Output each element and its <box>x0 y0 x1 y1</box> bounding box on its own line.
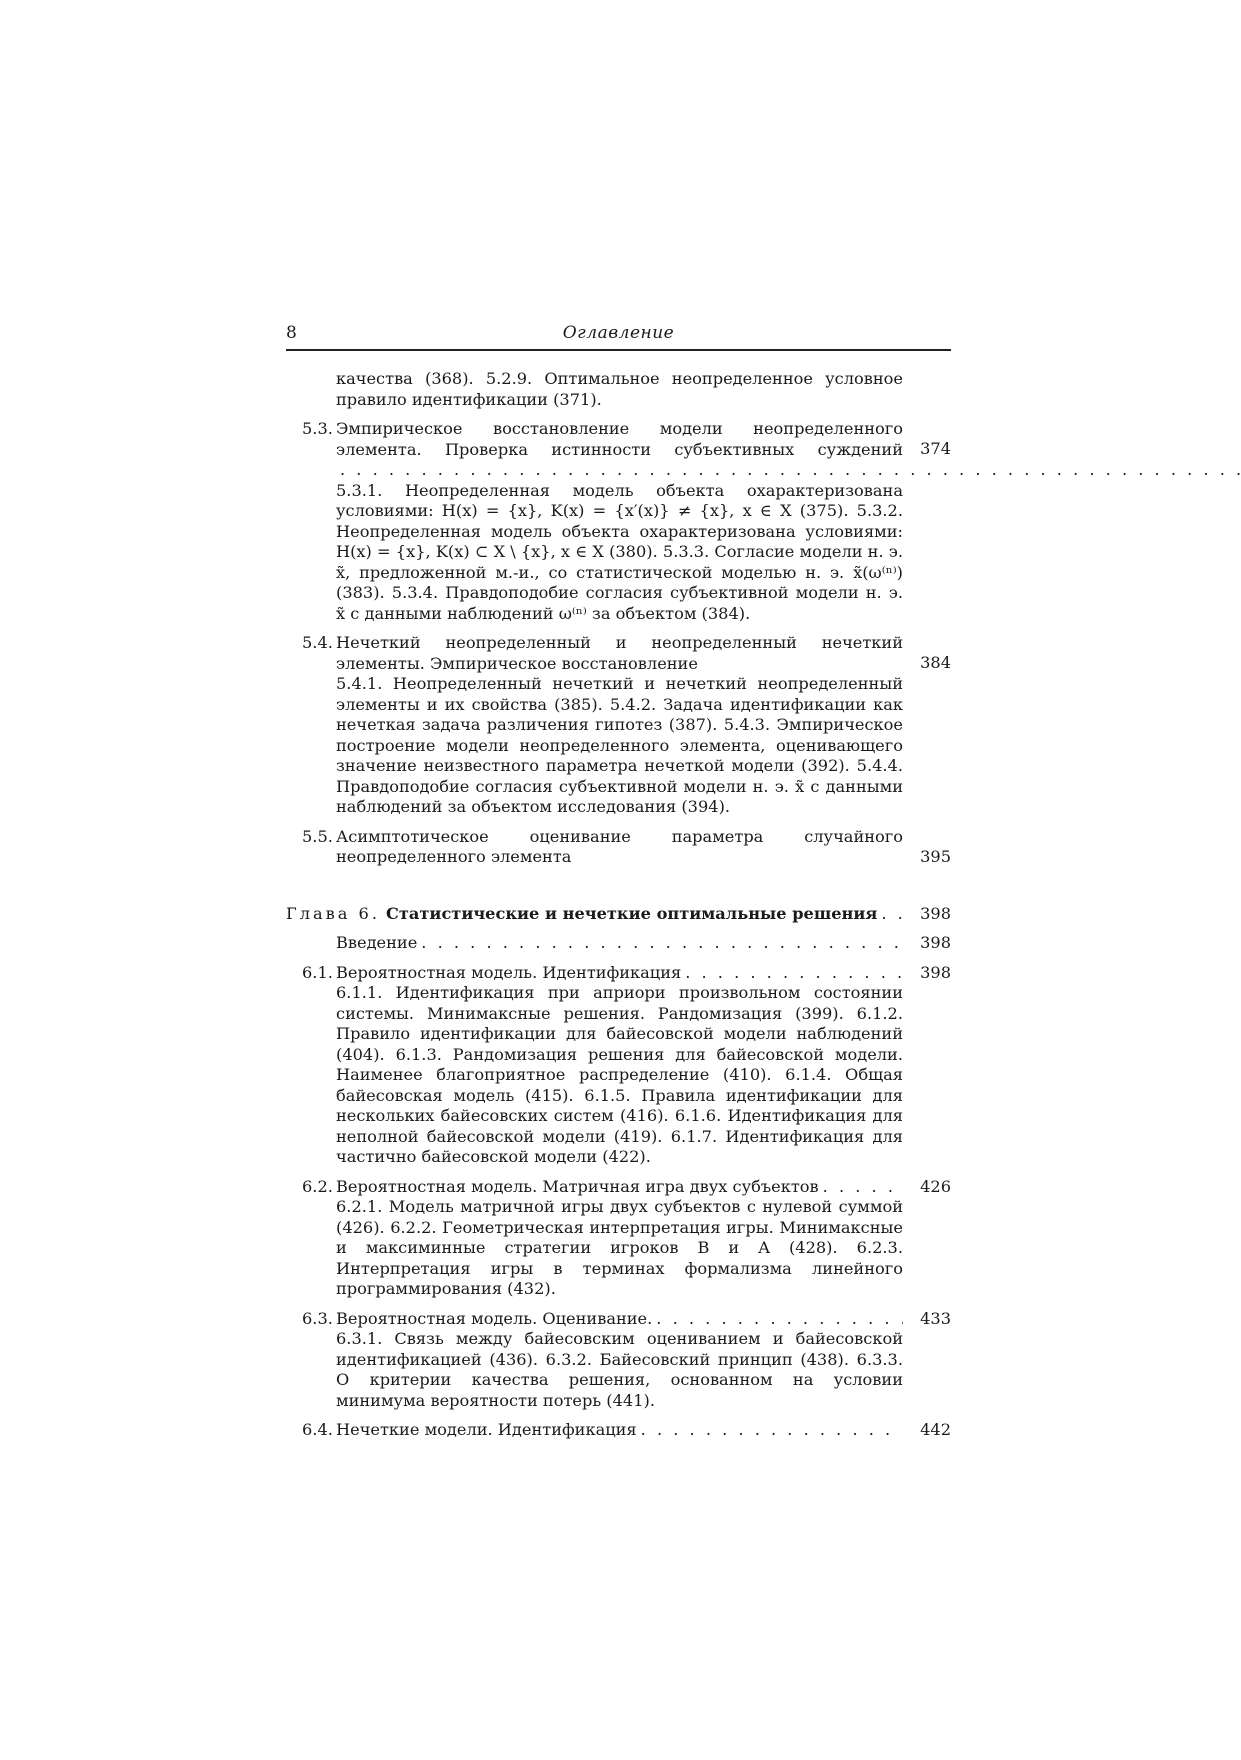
toc-entry-6-4 <box>286 1420 951 1441</box>
section-title: Нечеткий неопределенный и неопределенный нечеткий элементы. Эмпирическое восстановление <box>336 633 903 673</box>
section-number: 6.1. <box>302 962 333 982</box>
toc-intro <box>286 933 951 954</box>
toc-chapter-6 <box>286 904 951 925</box>
page-number: 8 <box>286 323 297 343</box>
chapter-title: Статистические и нечеткие оптимальные решения <box>386 903 878 923</box>
running-title: Оглавление <box>562 323 675 343</box>
page-ref: 442 <box>920 1420 951 1439</box>
section-title: Вероятностная модель. Идентификация <box>336 962 682 982</box>
subsection-list: 5.4.1. Неопределенный нечеткий и нечеткий неопределенный элементы и их свойства (385). 5.4.2. Задача идентификации как нечеткая задача различения гипотез (387). 5.4.3. Эмпирическое построение модели неопределенного элемента, оценивающего значение неизвестного параметра нечеткой модели (392). 5.4.4. Правдоподобие согласия субъективной модели н. э. x̃ с данными наблюдений за объектом исследования (394). <box>336 674 903 816</box>
section-number: 6.3. <box>302 1308 333 1328</box>
page-ref: 384 <box>920 653 951 672</box>
page-ref: 426 <box>920 1176 951 1196</box>
page-ref: 398 <box>920 933 951 952</box>
toc-entry-6-3 <box>286 1309 951 1412</box>
section-title: Вероятностная модель. Оценивание. <box>336 1308 653 1328</box>
toc-entry-5-4 <box>286 633 951 818</box>
section-title: Асимптотическое оценивание параметра случайного неопределенного элемента <box>336 826 903 866</box>
continuation-text: качества (368). 5.2.9. Оптимальное неопределенное условное правило идентификации (371). <box>336 369 903 409</box>
toc-continuation <box>286 369 951 410</box>
page-ref: 433 <box>920 1308 951 1328</box>
toc-entry-5-3 <box>286 419 951 624</box>
subsection-list: 6.1.1. Идентификация при априори произвольном состоянии системы. Минимаксные решения. Рандомизация (399). 6.1.2. Правило идентификации для байесовской модели наблюдений (404). 6.1.3. Рандомизация решения для байесовской модели. Наименее благоприятное распределение (410). 6.1.4. Общая байесовская модель (415). 6.1.5. Правила идентификации для нескольких байесовских систем (416). 6.1.6. Идентификация для неполной байесовской модели (419). 6.1.7. Идентификация для частично байесовской модели (422). <box>336 983 903 1166</box>
page-ref: 398 <box>920 962 951 982</box>
intro-title: Введение <box>336 933 418 952</box>
section-number: 6.4. <box>302 1420 333 1439</box>
section-title: Нечеткие модели. Идентификация <box>336 1420 637 1439</box>
section-title: Эмпирическое восстановление модели неопределенного элемента. Проверка истинности субъективных суждений . . . <box>336 419 903 481</box>
toc-entry-6-1 <box>286 963 951 1168</box>
section-number: 5.3. <box>302 419 333 438</box>
subsection-list: 6.2.1. Модель матричной игры двух субъектов с нулевой суммой (426). 6.2.2. Геометрическая интерпретация игры. Минимаксные и максиминные стратегии игроков B и A (428). 6.2.3. Интерпретация игры в терминах формализма линейного программирования (432). <box>336 1197 903 1298</box>
subsection-list: 6.3.1. Связь между байесовским оцениванием и байесовской идентификацией (436). 6.3.2. Байесовский принцип (438). 6.3.3. О критерии качества решения, основанном на условии минимума вероятности потерь (441). <box>336 1329 903 1410</box>
page-ref: 398 <box>920 903 951 923</box>
page-ref: 374 <box>920 439 951 458</box>
table-of-contents <box>286 369 951 1450</box>
section-number: 6.2. <box>302 1176 333 1196</box>
section-title: Вероятностная модель. Матричная игра двух субъектов <box>336 1176 819 1196</box>
page-header <box>286 321 951 351</box>
toc-entry-5-5 <box>286 827 951 868</box>
section-number: 5.4. <box>302 633 333 652</box>
section-number: 5.5. <box>302 826 333 846</box>
chapter-label: Глава 6. <box>286 903 381 923</box>
toc-entry-6-2 <box>286 1177 951 1300</box>
subsection-list: 5.3.1. Неопределенная модель объекта охарактеризована условиями: H(x) = {x}, K(x) = {x′(x)} ≠ {x}, x ∈ X (375). 5.3.2. Неопределенная модель объекта охарактеризована условиями: H(x) = {x}, K(x) ⊂ X \ {x}, x ∈ X (380). 5.3.3. Согласие модели н. э. x̃, предложенной м.-и., со статистической моделью н. э. x̃(ω⁽ⁿ⁾) (383). 5.3.4. Правдоподобие согласия субъективной модели н. э. x̃ с данными наблюдений ω⁽ⁿ⁾ за объектом (384). <box>336 480 903 623</box>
page-ref: 395 <box>920 847 951 866</box>
